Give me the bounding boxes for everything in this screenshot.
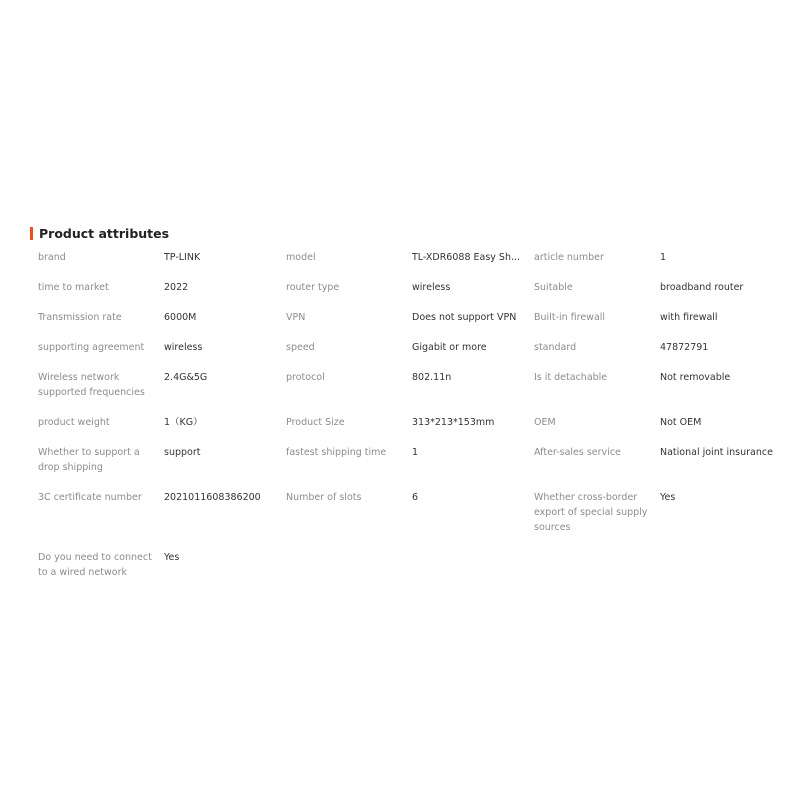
attr-value-supporting-agreement: wireless <box>164 342 203 353</box>
attr-label-brand: brand <box>38 252 66 263</box>
attr-label-protocol: protocol <box>286 372 325 383</box>
attr-value-cross-border-export: Yes <box>660 492 676 503</box>
section-title: Product attributes <box>39 225 170 241</box>
section-header <box>30 224 780 242</box>
attr-value-wired-network: Yes <box>164 552 180 563</box>
attr-label-drop-shipping: Whether to support a drop shipping <box>38 447 140 473</box>
attr-label-article-number: article number <box>534 252 604 263</box>
attr-label-product-size: Product Size <box>286 417 345 428</box>
attr-label-number-of-slots: Number of slots <box>286 492 362 503</box>
attr-label-speed: speed <box>286 342 315 353</box>
attr-value-3c-certificate: 2021011608386200 <box>164 492 261 503</box>
attr-value-product-weight: 1（KG） <box>164 417 203 428</box>
attr-value-vpn: Does not support VPN <box>412 312 517 323</box>
attr-label-time-to-market: time to market <box>38 282 109 293</box>
attr-value-oem: Not OEM <box>660 417 702 428</box>
attr-label-is-detachable: Is it detachable <box>534 372 608 383</box>
attr-value-is-detachable: Not removable <box>660 372 731 383</box>
attr-value-after-sales-service: National joint insurance <box>660 447 773 458</box>
attr-value-article-number: 1 <box>660 252 667 263</box>
attr-label-supporting-agreement: supporting agreement <box>38 342 145 353</box>
attr-label-suitable: Suitable <box>534 282 573 293</box>
attr-label-model: model <box>286 252 316 263</box>
attr-label-cross-border-export: Whether cross-border export of special supply sources <box>534 492 648 533</box>
attr-value-drop-shipping: support <box>164 447 201 458</box>
attr-label-built-in-firewall: Built-in firewall <box>534 312 606 323</box>
attributes-grid <box>38 250 780 595</box>
attr-label-product-weight: product weight <box>38 417 110 428</box>
attr-label-standard: standard <box>534 342 577 353</box>
attr-value-standard: 47872791 <box>660 342 709 353</box>
attr-value-brand: TP-LINK <box>164 252 201 263</box>
product-attributes-section <box>30 224 780 595</box>
attr-label-wireless-frequencies: Wireless network supported frequencies <box>38 372 145 398</box>
attr-value-time-to-market: 2022 <box>164 282 189 293</box>
attr-value-built-in-firewall: with firewall <box>660 312 718 323</box>
attr-label-after-sales-service: After-sales service <box>534 447 621 458</box>
attr-value-protocol: 802.11n <box>412 372 452 383</box>
attr-label-shipping-time: fastest shipping time <box>286 447 387 458</box>
accent-bar <box>30 227 33 240</box>
attr-label-vpn: VPN <box>286 312 306 323</box>
attr-value-router-type: wireless <box>412 282 451 293</box>
attr-value-shipping-time: 1 <box>412 447 419 458</box>
attr-label-wired-network: Do you need to connect to a wired network <box>38 552 152 578</box>
attr-value-model: TL-XDR6088 Easy Sh... <box>412 252 521 263</box>
attr-value-speed: Gigabit or more <box>412 342 487 353</box>
attr-value-suitable: broadband router <box>660 282 744 293</box>
attr-value-transmission-rate: 6000M <box>164 312 197 323</box>
attr-value-wireless-frequencies: 2.4G&5G <box>164 372 208 383</box>
attr-label-transmission-rate: Transmission rate <box>38 312 122 323</box>
attr-label-3c-certificate: 3C certificate number <box>38 492 142 503</box>
attr-label-oem: OEM <box>534 417 556 428</box>
attr-value-number-of-slots: 6 <box>412 492 419 503</box>
attr-value-product-size: 313*213*153mm <box>412 417 495 428</box>
attr-label-router-type: router type <box>286 282 340 293</box>
